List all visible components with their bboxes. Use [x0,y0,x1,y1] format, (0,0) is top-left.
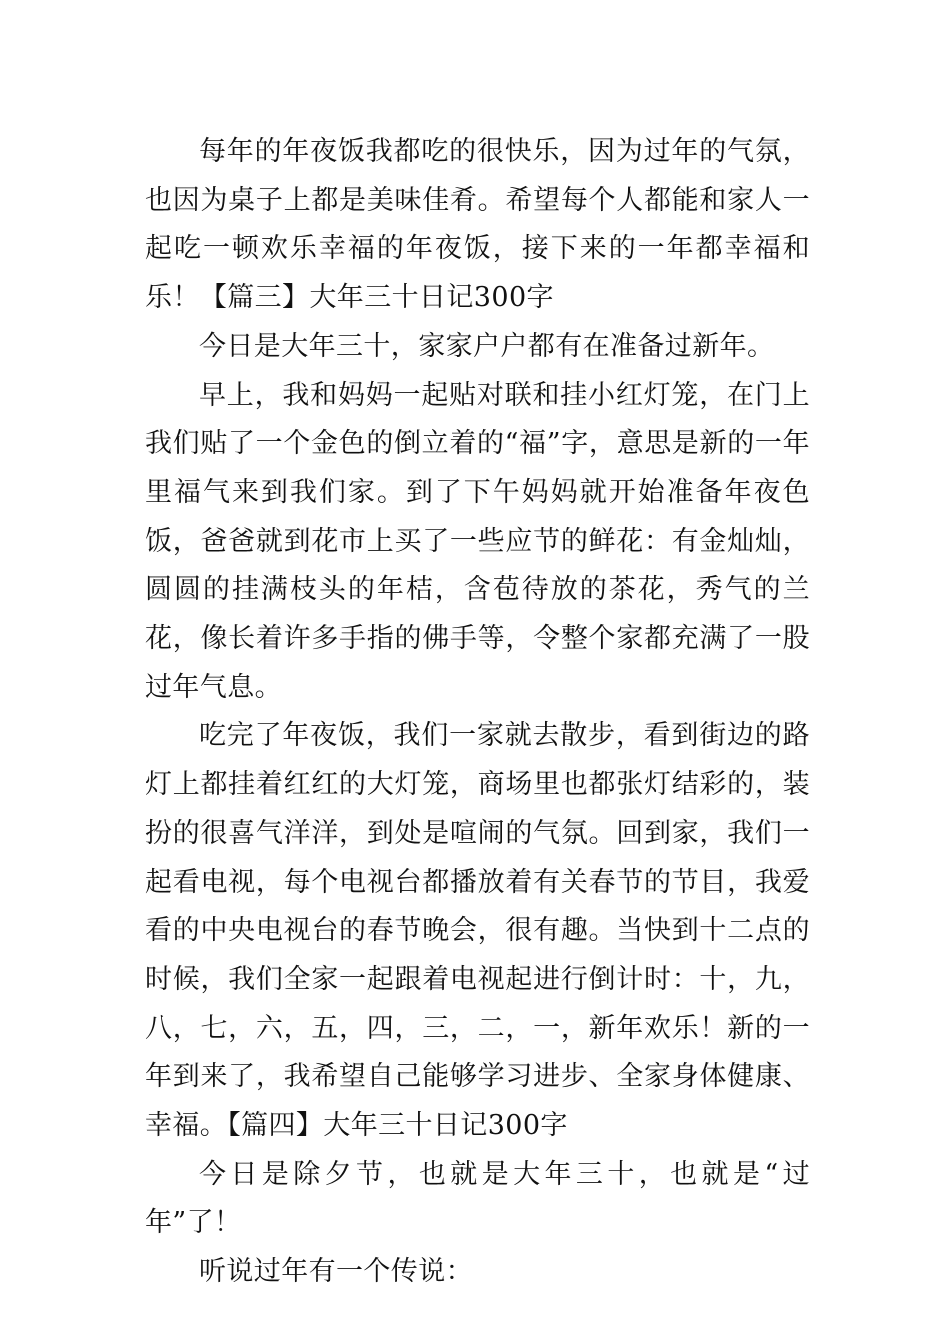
paragraph-legend-intro: 听说过年有一个传说： [199,1256,473,1288]
document-body [145,128,810,1297]
paragraph-morning-decorations: 早上，我和妈妈一起贴对联和挂小红灯笼，在门上我们贴了一个金色的倒立着的“福”字，意思是新的一年里福气来到我们家。到了下午妈妈就开始准备年夜色饭，爸爸就到花市上买了一些应节的鲜花：有金灿灿，圆圆的挂满枝头的年桔，含苞待放的茶花，秀气的兰花，像长着许多手指的佛手等，令整个家都充满了一股过年气息。 [145,379,810,703]
paragraph-new-year-dinner: 每年的年夜饭我都吃的很快乐，因为过年的气氛，也因为桌子上都是美味佳肴。希望每个人都能和家人一起吃一顿欢乐幸福的年夜饭，接下来的一年都幸福和乐！【篇三】大年三十日记300字 [145,136,810,314]
paragraph-evening-countdown: 吃完了年夜饭，我们一家就去散步，看到街边的路灯上都挂着红红的大灯笼，商场里也都张灯结彩的，装扮的很喜气洋洋，到处是喧闹的气氛。回到家，我们一起看电视，每个电视台都播放着有关春节的节目，我爱看的中央电视台的春节晚会，很有趣。当快到十二点的时候，我们全家一起跟着电视起进行倒计时：十，九，八，七，六，五，四，三，二，一，新年欢乐！新的一年到来了，我希望自己能够学习进步、全家身体健康、幸福。【篇四】大年三十日记300字 [145,720,810,1142]
paragraph-new-year-eve-intro: 今日是大年三十，家家户户都有在准备过新年。 [199,330,775,362]
paragraph-chuxi-intro: 今日是除夕节，也就是大年三十，也就是“过年”了！ [145,1158,810,1239]
